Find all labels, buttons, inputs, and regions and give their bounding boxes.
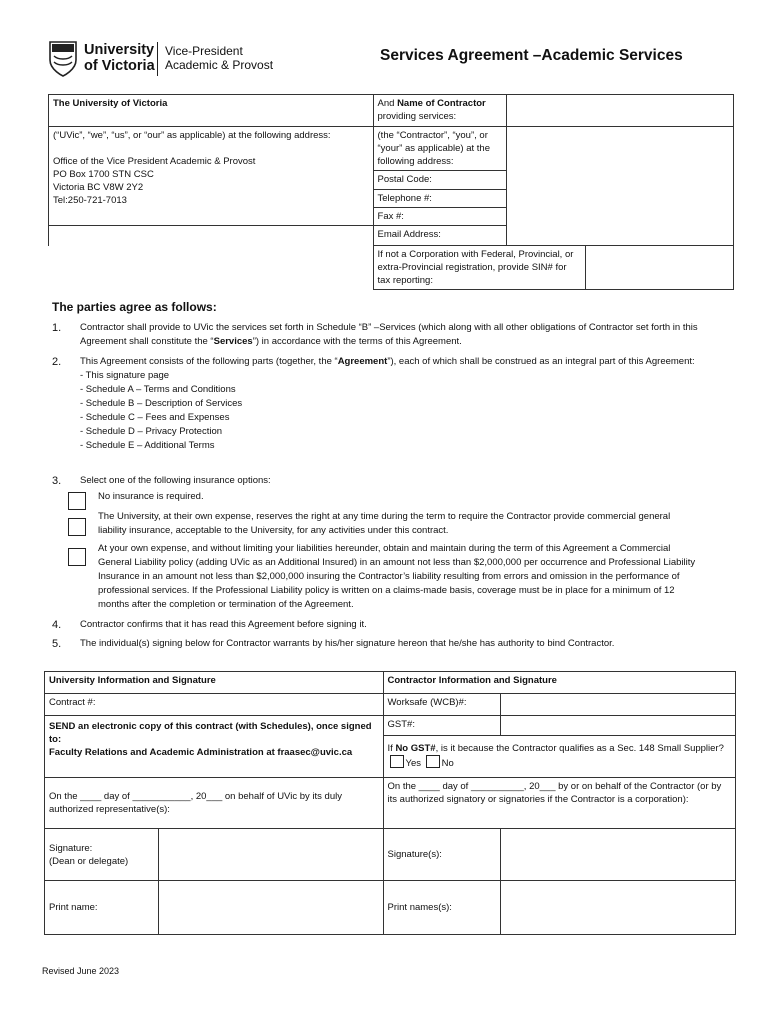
contractor-address-input[interactable]	[507, 127, 734, 246]
schedule-item: - Schedule C – Fees and Expenses	[80, 412, 230, 423]
schedule-item: - This signature page	[80, 370, 170, 381]
email-label: Email Address:	[373, 226, 507, 246]
insurance-option-none	[68, 490, 698, 510]
blank-cell	[49, 246, 374, 290]
uni-heading: University Information and Signature	[49, 675, 216, 686]
contractor-name-input[interactable]	[507, 95, 734, 127]
uvic-print-input[interactable]	[158, 881, 383, 935]
uvic-address-blank	[49, 226, 374, 246]
contract-number-field[interactable]: Contract #:	[45, 694, 384, 716]
org-name	[84, 42, 155, 74]
no-gst-prefix: If	[387, 743, 393, 754]
parties-heading: The parties agree as follows:	[52, 300, 217, 314]
schedule-item: - Schedule D – Privacy Protection	[80, 426, 223, 437]
yes-label: Yes	[405, 758, 422, 769]
office-line-2: Academic & Provost	[165, 58, 274, 72]
con-heading-cell	[383, 672, 735, 694]
con-signature-label: Signature(s):	[383, 829, 501, 881]
sin-note: If not a Corporation with Federal, Provincial, or extra-Provincial registration, provide SIN# for tax reporting:	[373, 246, 586, 290]
insurance-option-text: The University, at their own expense, reserves the right at any time during the term to require the Contractor provide commercial general liability insurance, acceptable to the University, for any activities under this contract.	[98, 511, 671, 536]
con-print-input[interactable]	[501, 881, 736, 935]
clause-text: Select one of the following insurance options:	[80, 475, 271, 486]
uvic-address-line: Tel:250-721-7013	[53, 195, 127, 206]
uvic-address-cell	[49, 127, 374, 226]
insurance-option-university	[68, 510, 698, 542]
worksafe-input[interactable]	[501, 694, 736, 716]
contractor-heading-suffix: providing services:	[377, 111, 457, 122]
contractor-heading-prefix: And	[377, 98, 395, 109]
clause-4	[52, 618, 742, 634]
clause-1-text-c: ”) in accordance with the terms of this Agreement.	[252, 336, 462, 347]
no-gst-rest: , is it because the Contractor qualifies as a Sec. 148 Small Supplier?	[435, 743, 724, 754]
insurance-option-text: No insurance is required.	[98, 491, 204, 502]
office-name	[165, 44, 273, 72]
no-gst-bold: No GST#	[395, 743, 436, 754]
schedule-item: - Schedule E – Additional Terms	[80, 440, 215, 451]
send-copy-text: SEND an electronic copy of this contract (with Schedules), once signed to:	[49, 721, 372, 745]
uvic-print-label: Print name:	[45, 881, 159, 935]
worksafe-label: Worksafe (WCB)#:	[383, 694, 501, 716]
con-on-the-date: On the ____ day of __________, 20___ by or on behalf of the Contractor (or by its authorized signatory or signatories if the Contractor is a corporation):	[383, 778, 735, 829]
uni-heading-cell	[45, 672, 384, 694]
small-supplier-yes-checkbox[interactable]	[390, 755, 404, 768]
clause-5	[52, 637, 742, 653]
contractor-heading-bold: Name of Contractor	[397, 98, 486, 109]
signature-table	[44, 671, 736, 935]
clause-1-services: Services	[213, 336, 253, 347]
clause-3	[52, 474, 742, 490]
uvic-signature-label: Signature:	[49, 842, 93, 854]
parties-table	[48, 94, 734, 290]
uvic-on-the-date: On the ____ day of ___________, 20___ on behalf of UVic by its duly authorized representative(s):	[45, 778, 384, 829]
contractor-desc: (the “Contractor”, “you”, or “your” as applicable) at the following address:	[373, 127, 507, 171]
clause-number: 4.	[52, 619, 62, 631]
clause-number: 3.	[52, 475, 62, 487]
uvic-desc: (“UVic”, “we”, “us”, or “our” as applicable) at the following address:	[53, 130, 331, 141]
con-signature-input[interactable]	[501, 829, 736, 881]
schedule-item: - Schedule A – Terms and Conditions	[80, 384, 236, 395]
office-line-1: Vice-President	[165, 44, 243, 58]
clause-1	[52, 321, 742, 351]
revision-footer: Revised June 2023	[42, 966, 120, 976]
insurance-university-checkbox[interactable]	[68, 518, 86, 536]
insurance-contractor-checkbox[interactable]	[68, 548, 86, 566]
clause-text: The individual(s) signing below for Contractor warrants by his/her signature hereon that he/she has authority to bind Contractor.	[80, 638, 615, 649]
schedule-list	[80, 369, 742, 453]
fax-label: Fax #:	[373, 208, 507, 226]
clause-number: 5.	[52, 638, 62, 650]
insurance-option-contractor	[68, 542, 698, 614]
send-to-text: Faculty Relations and Academic Administration at fraasec@uvic.ca	[49, 747, 353, 758]
uvic-address-line: Victoria BC V8W 2Y2	[53, 182, 144, 193]
no-label: No	[441, 758, 454, 769]
contractor-heading-cell	[373, 95, 507, 127]
clause-text: Contractor confirms that it has read this Agreement before signing it.	[80, 619, 367, 630]
clause-2-agreement: Agreement	[337, 356, 388, 367]
clause-text	[80, 321, 742, 349]
clause-2-text-a: This Agreement consists of the following parts (together, the “	[80, 356, 338, 367]
university-heading: The University of Victoria	[53, 98, 168, 109]
gst-input[interactable]	[501, 716, 736, 736]
telephone-label: Telephone #:	[373, 190, 507, 208]
postal-code-label: Postal Code:	[373, 171, 507, 190]
con-print-label: Print names(s):	[383, 881, 501, 935]
clause-text	[80, 355, 742, 453]
clause-2	[52, 355, 742, 470]
document-title: Services Agreement –Academic Services	[380, 47, 683, 64]
logo-divider	[157, 42, 158, 76]
uvic-signature-sub: (Dean or delegate)	[49, 855, 129, 867]
clause-1-text-a: Contractor shall provide to UVic the services set forth in Schedule “B” –Services (which along with all other obligations of Contractor set forth in this Agreement shall constitute the “	[80, 322, 698, 347]
clause-2-text-c: ”), each of which shall be construed as an integral part of this Agreement:	[387, 356, 695, 367]
uvic-address-line: PO Box 1700 STN CSC	[53, 169, 154, 180]
schedule-item: - Schedule B – Description of Services	[80, 398, 243, 409]
gst-label: GST#:	[383, 716, 501, 736]
insurance-none-checkbox[interactable]	[68, 492, 86, 510]
uvic-address-line: Office of the Vice President Academic & Provost	[53, 156, 256, 167]
insurance-option-text: At your own expense, and without limiting your liabilities hereunder, obtain and maintain during the term of this Agreement a Commercial General Liability policy (adding UVic as an Additional Insured) in an amount not less than $2,000,000 per occurrence and Professional Liability Insurance in an amount not less than $2,000,000 insuring the Contractor’s liability resulting from errors and omission in the performance of professional services. If the Professional Liability policy is written on a claims-made basis, coverage must be in place for a minimum of 12 months after the completion or termination of the Agreement.	[98, 543, 696, 610]
uvic-crest-icon	[48, 40, 78, 78]
send-copy-cell	[45, 716, 384, 778]
small-supplier-no-checkbox[interactable]	[426, 755, 440, 768]
con-heading: Contractor Information and Signature	[387, 675, 557, 686]
clause-number: 2.	[52, 356, 62, 368]
uvic-logo	[48, 40, 278, 80]
clause-number: 1.	[52, 322, 62, 334]
org-line-2: of Victoria	[84, 58, 155, 74]
sin-input[interactable]	[586, 246, 734, 290]
no-gst-cell	[383, 736, 735, 778]
uvic-signature-input[interactable]	[158, 829, 383, 881]
university-heading-cell	[49, 95, 374, 127]
org-line-1: University	[84, 42, 155, 58]
uvic-signature-label-cell	[45, 829, 159, 881]
